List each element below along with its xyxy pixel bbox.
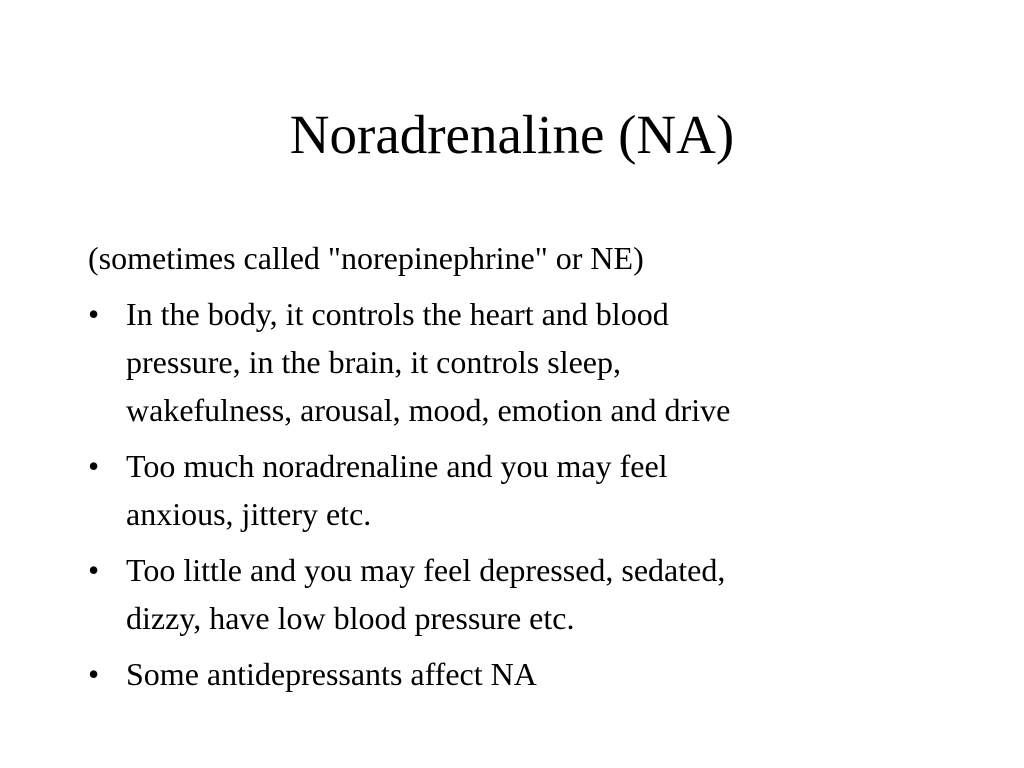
bullet-list (88, 290, 968, 698)
slide-subtitle: (sometimes called "norepinephrine" or NE) (88, 240, 644, 276)
bullet-item-too-much (88, 442, 968, 538)
bullet-line: Some antidepressants affect NA (126, 656, 537, 692)
slide-title: Noradrenaline (NA) (289, 104, 735, 165)
bullet-item-antidepressants (88, 650, 968, 698)
bullet-line: dizzy, have low blood pressure etc. (126, 600, 575, 636)
bullet-item-too-little (88, 546, 968, 642)
bullet-line: anxious, jittery etc. (126, 496, 372, 532)
bullet-dot-icon: • (88, 448, 100, 484)
slide-content (88, 234, 968, 706)
bullet-line: Too little and you may feel depressed, sedated, (126, 552, 726, 588)
bullet-line: pressure, in the brain, it controls sleep, (126, 344, 621, 380)
bullet-line: Too much noradrenaline and you may feel (126, 448, 668, 484)
bullet-line: wakefulness, arousal, mood, emotion and drive (126, 392, 731, 428)
bullet-dot-icon: • (88, 552, 100, 588)
bullet-dot-icon: • (88, 656, 100, 692)
bullet-item-body-brain (88, 290, 968, 434)
bullet-line: In the body, it controls the heart and blood (126, 296, 669, 332)
bullet-dot-icon: • (88, 296, 100, 332)
